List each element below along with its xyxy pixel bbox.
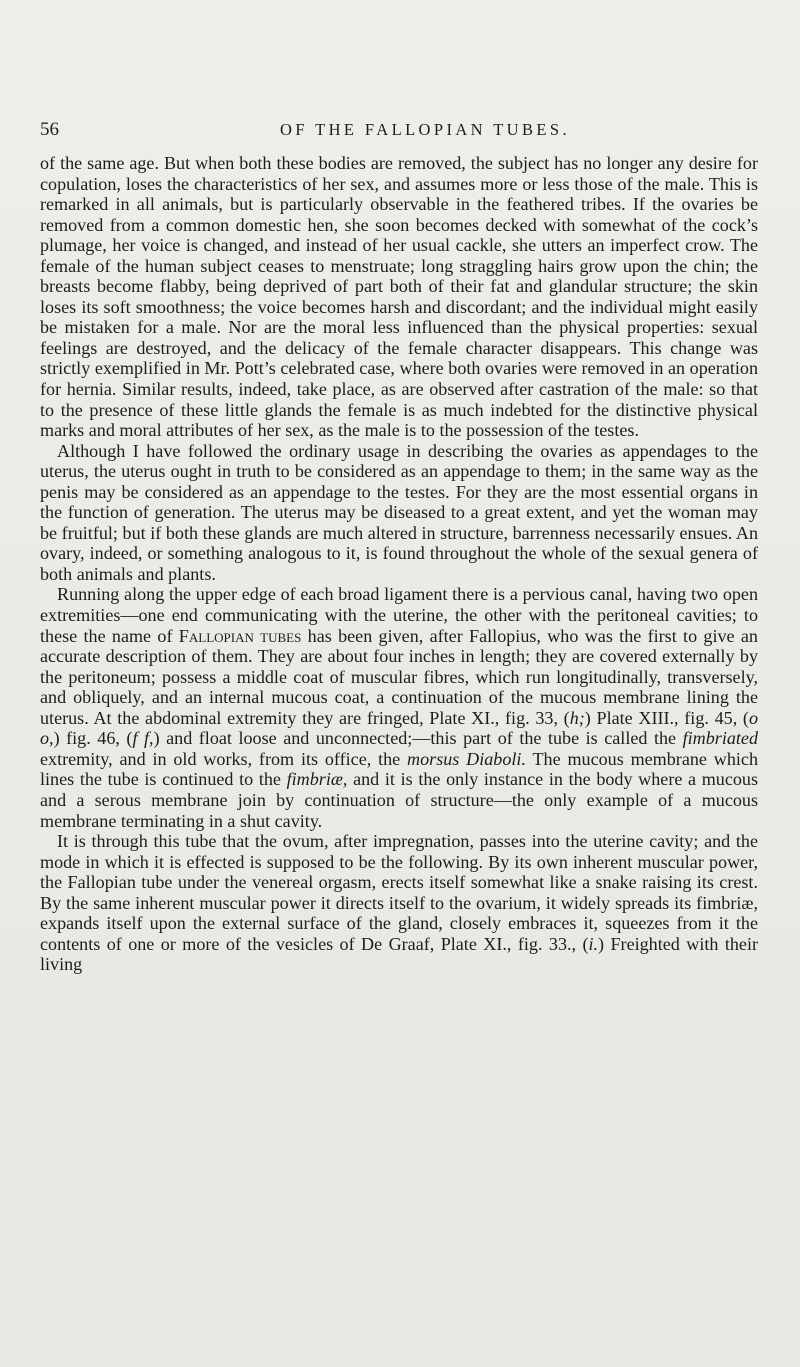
text-run: Fallopian tubes: [178, 625, 302, 646]
text-run: fimbriated: [682, 728, 758, 749]
paragraph-4: [40, 831, 758, 975]
text-run: fimbriæ,: [286, 769, 348, 790]
text-run: of the same age. But when both these bodies are removed, the subject has no longer any desire for copulation, loses the characteristics of her sex, and assumes more or less those of the male. This is remarked in all animals, but is particularly observable in the feathered tribes. If the ovaries be removed from a common domestic hen, she soon becomes decked with somewhat of the cock’s plumage, her voice is changed, and instead of her usual cackle, she utters an imperfect crow. The female of the human subject ceases to menstruate; long straggling hairs grow upon the chin; the breasts become flabby, being deprived of part both of their fat and glandular structure; the skin loses its soft smoothness; the voice becomes harsh and discordant; and the individual might easily be mistaken for a male. Nor are the moral less influenced than the physical properties: sexual feelings are destroyed, and the delicacy of the female character disappears. This change was strictly exemplified in Mr. Pott’s celebrated case, where both ovaries were removed in an operation for hernia. Similar results, indeed, take place, as are observed after castration of the male: so that to the presence of these little glands the female is as much indebted for the distinctive physical marks and moral attributes of her sex, as the male is to the possession of the testes.: [40, 153, 758, 441]
page-header: [40, 118, 760, 144]
page-number: 56: [40, 119, 59, 140]
text-run: It is through this tube that the ovum, after impregnation, passes into the uterine cavity; and the mode in which it is effected is supposed to be the following. By its own inherent muscular power, the Fallopian tube under the venereal orgasm, erects itself somewhat like a snake raising its crest. By the same inherent muscular power it directs itself to the ovarium, it widely spreads its fimbriæ, expands itself upon the external surface of the gland, closely embraces it, squeezes from it the contents of one or more of the vesicles of De Graaf, Plate XI., fig. 33., (: [40, 831, 758, 954]
text-run: Running along the upper edge of each broad ligament there is a pervious canal, having two open extremities—one end communicating with the uterine, the other with the peritoneal cavities; to these the name of: [40, 584, 758, 646]
paragraph-2: [40, 441, 758, 585]
text-run: o o,: [40, 707, 759, 749]
text-run: ) Freighted with their living: [40, 933, 759, 975]
text-run: f f,: [132, 728, 154, 749]
text-run: morsus Diaboli.: [407, 748, 526, 769]
text-run: and it is the only instance in the body where a mucous and a serous membrane join by continuation of structure—the only example of a mucous membrane terminating in a shut cavity.: [40, 769, 758, 831]
text-run: has been given, after Fallopius, who was the first to give an accurate description of them. They are about four inches in length; they are covered externally by the peritoneum; possess a middle coat of muscular fibres, which run longitudinally, transversely, and obliquely, and an internal mucous coat, a continuation of the mucous membrane lining the uterus. At the abdominal extremity they are fringed, Plate XI., fig. 33, (: [40, 625, 758, 728]
text-run: ) fig. 46, (: [53, 728, 133, 749]
paragraph-3: [40, 584, 758, 831]
paragraph-1: [40, 153, 758, 441]
text-run: ) and float loose and unconnected;—this part of the tube is called the: [153, 728, 683, 749]
text-run: Although I have followed the ordinary usage in describing the ovaries as appendages to the uterus, the uterus ought in truth to be considered as an appendage to them; in the same way as the penis may be considered as an appendage to the testes. For they are the most essential organs in the function of generation. The uterus may be diseased to a great extent, and yet the woman may be fruitful; but if both these glands are much altered in structure, barrenness necessarily ensues. An ovary, indeed, or something analogous to it, is found throughout the whole of the sexual genera of both animals and plants.: [40, 440, 758, 584]
text-run: i.: [588, 933, 599, 954]
body-text: [40, 153, 758, 975]
text-run: h;: [569, 707, 585, 728]
text-run: extremity, and in old works, from its office, the: [40, 748, 408, 769]
text-run: The mucous membrane which lines the tube is continued to the: [40, 748, 758, 790]
text-run: ) Plate XIII., fig. 45, (: [584, 707, 749, 728]
running-head: OF THE FALLOPIAN TUBES.: [280, 120, 570, 139]
